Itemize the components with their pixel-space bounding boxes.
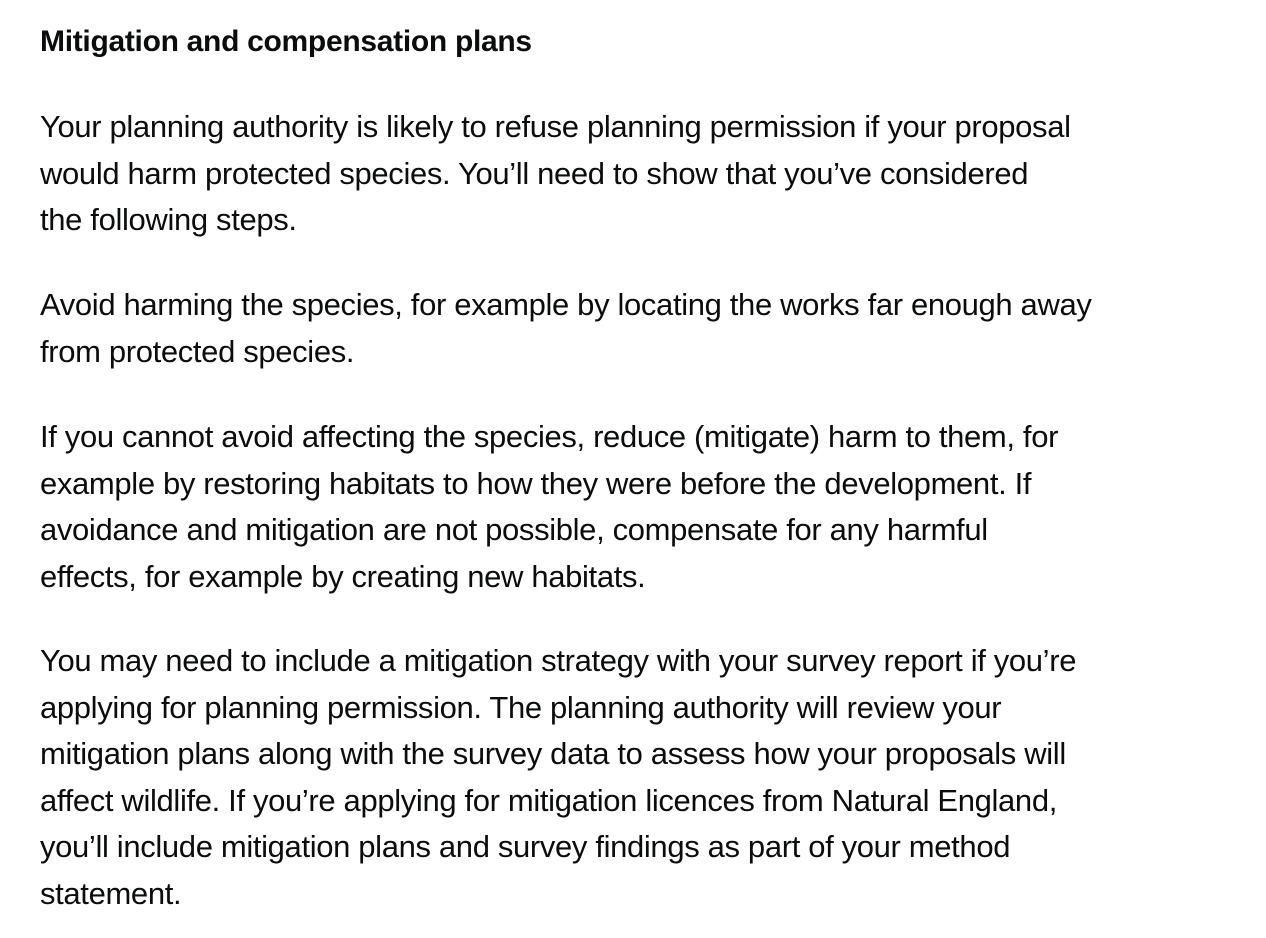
paragraph-line: Avoid harming the species, for example by locating the works far enough away	[40, 287, 1092, 322]
paragraph-line: effects, for example by creating new habitats.	[40, 558, 646, 594]
paragraph-line: applying for planning permission. The planning authority will review your	[40, 689, 1002, 725]
paragraph-line: from protected species.	[40, 333, 355, 369]
paragraph-line: mitigation plans along with the survey data to assess how your proposals will	[40, 736, 1066, 771]
paragraph-line: affect wildlife. If you’re applying for mitigation licences from Natural England,	[40, 782, 1057, 818]
paragraph-mitigate-compensate	[40, 414, 1240, 600]
paragraph-line: would harm protected species. You’ll need to show that you’ve considered	[40, 155, 1029, 191]
paragraph-line: statement.	[40, 875, 182, 911]
paragraph-line: the following steps.	[40, 202, 297, 237]
paragraph-line: avoidance and mitigation are not possible, compensate for any harmful	[40, 512, 988, 547]
paragraph-line: example by restoring habitats to how they were before the development. If	[40, 465, 1032, 501]
paragraph-line: If you cannot avoid affecting the species, reduce (mitigate) harm to them, for	[40, 419, 1059, 454]
paragraph-mitigation-strategy	[40, 638, 1240, 917]
paragraph-refusal-warning	[40, 104, 1240, 244]
paragraph-avoid-harm	[40, 282, 1240, 375]
paragraph-line: you’ll include mitigation plans and survey findings as part of your method	[40, 829, 1011, 864]
section-heading: Mitigation and compensation plans	[40, 25, 532, 58]
paragraph-line: Your planning authority is likely to refuse planning permission if your proposal	[40, 109, 1071, 144]
paragraph-line: You may need to include a mitigation strategy with your survey report if you’re	[40, 643, 1077, 678]
